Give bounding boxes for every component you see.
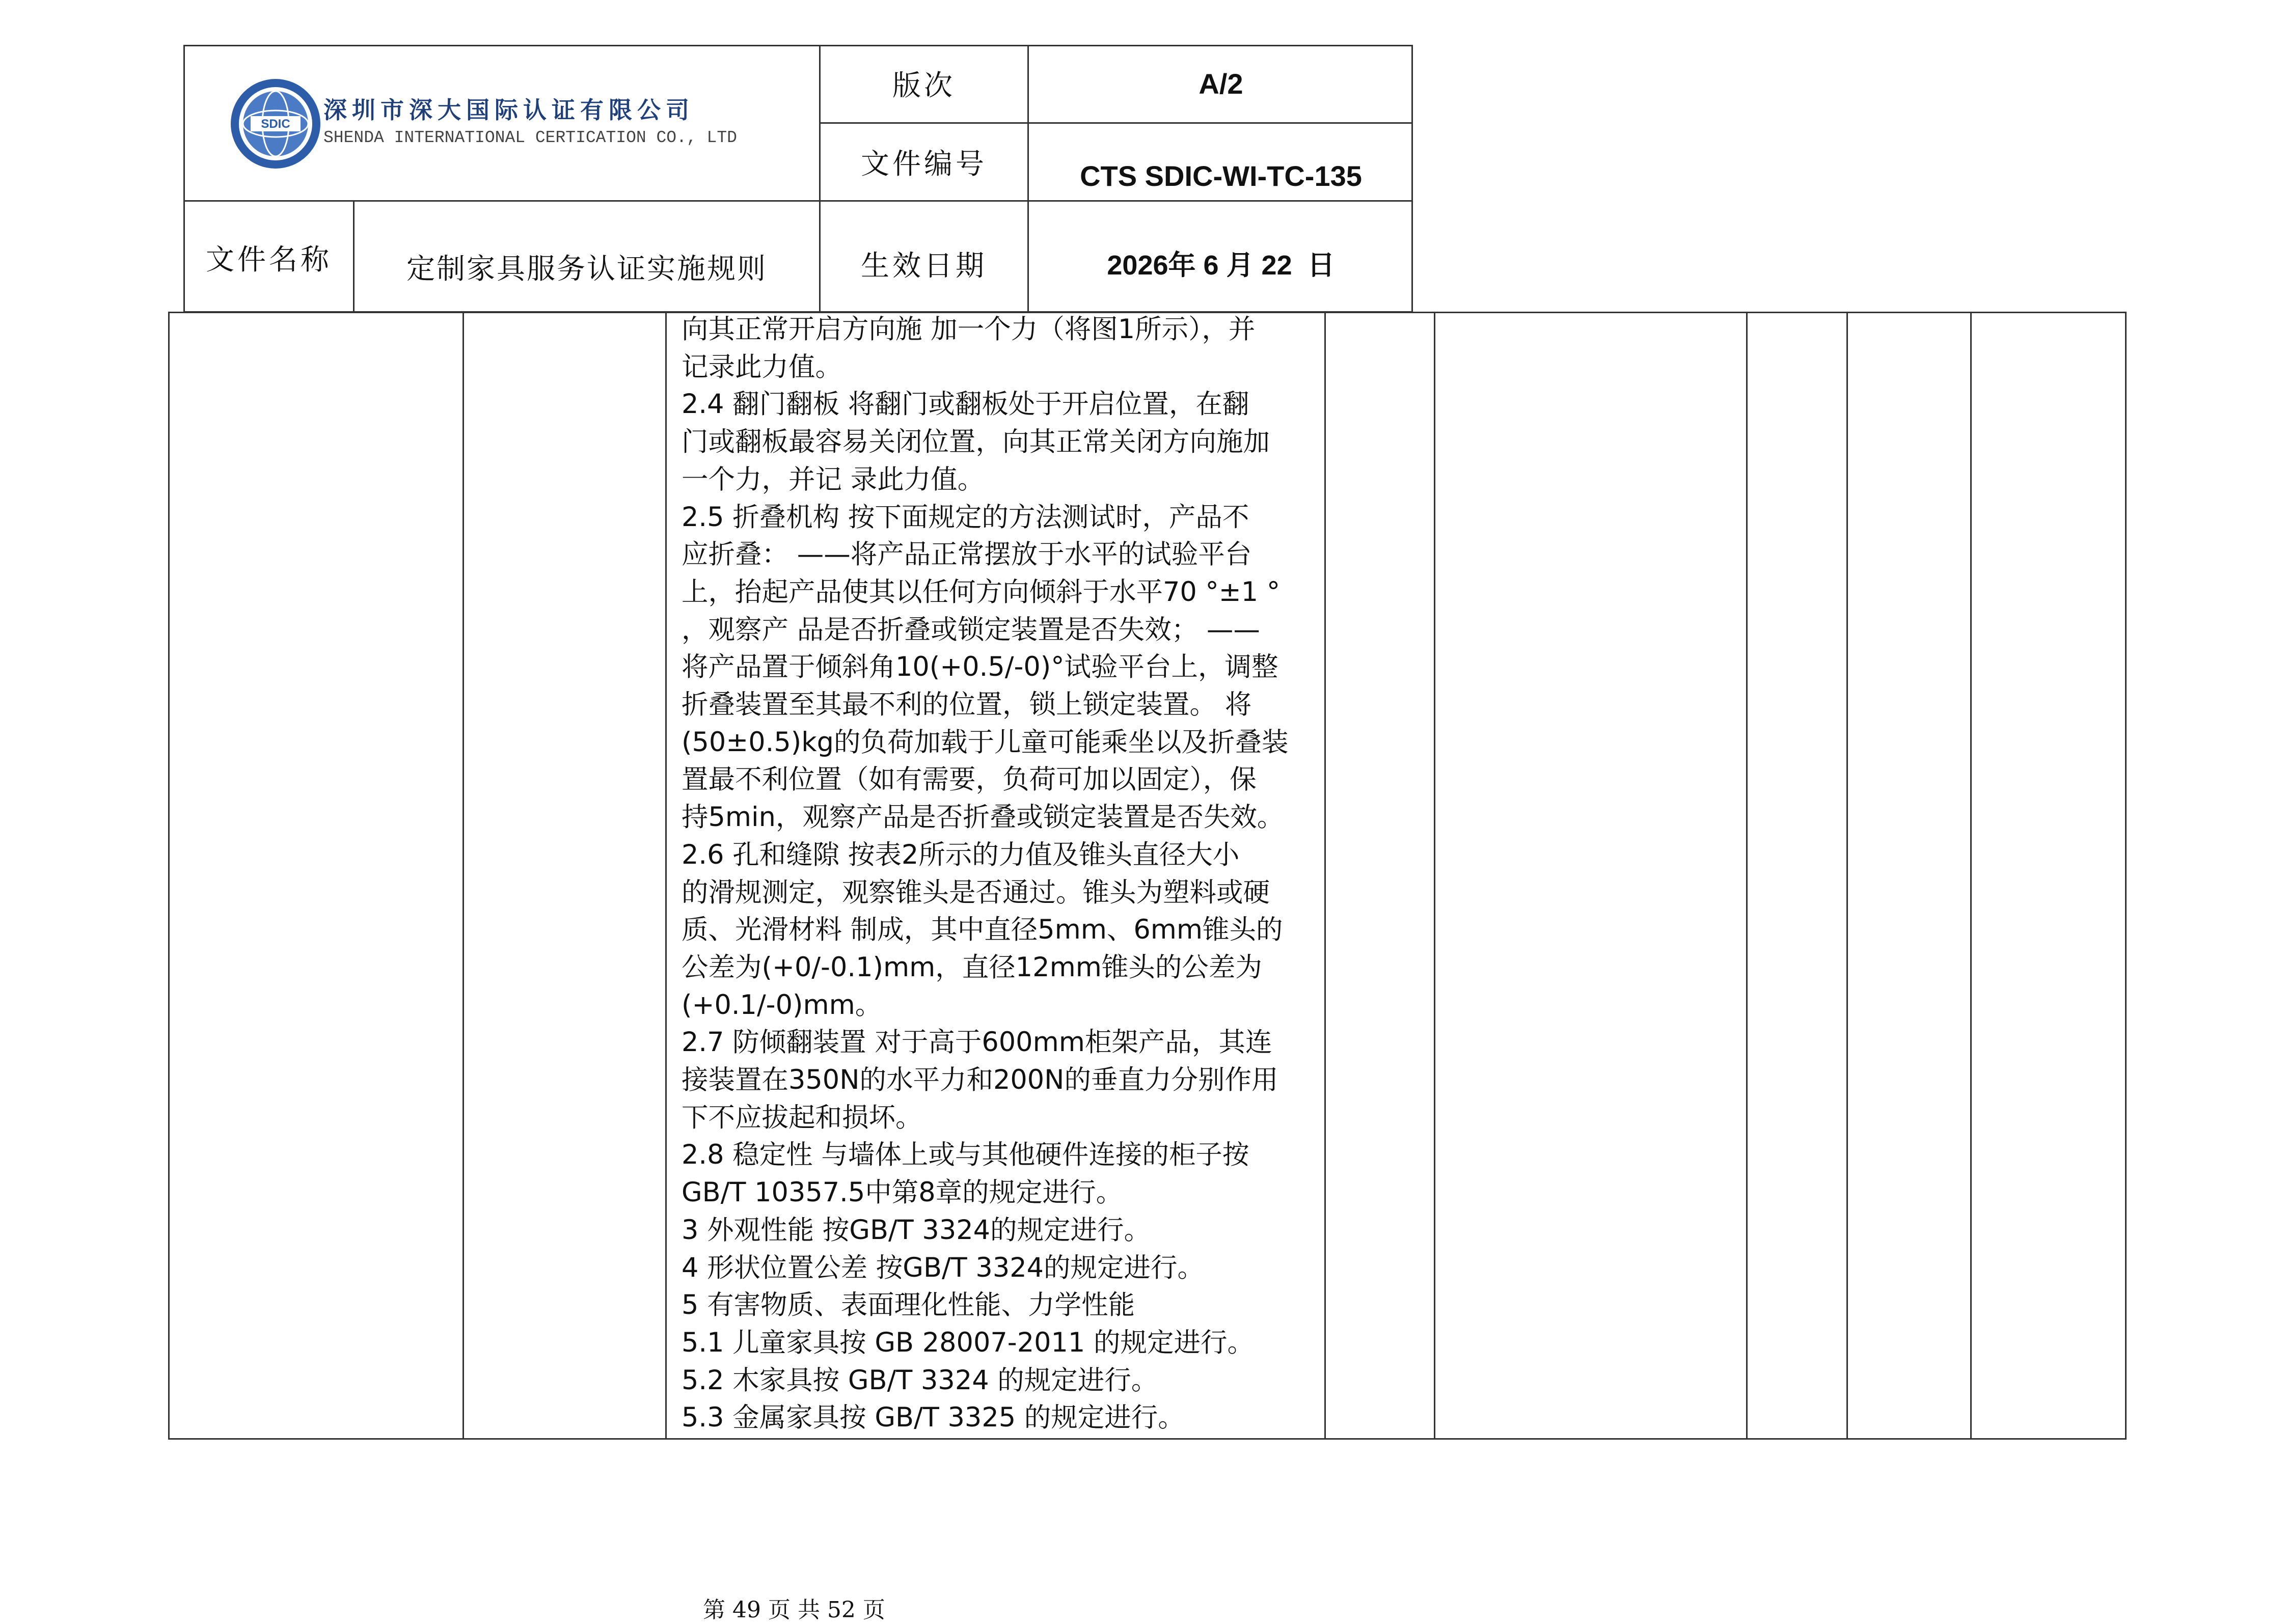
text-line: 5.1 儿童家具按 GB 28007-2011 的规定进行。 bbox=[682, 1327, 1255, 1358]
text-line: 下不应拔起和损坏。 bbox=[682, 1102, 922, 1133]
column-divider bbox=[1970, 312, 1972, 1440]
text-line: 2.4 翻门翻板 将翻门或翻板处于开启位置，在翻 bbox=[682, 389, 1249, 420]
text-line: GB/T 10357.5中第8章的规定进行。 bbox=[682, 1177, 1123, 1208]
effective-date-label: 生效日期 bbox=[861, 250, 987, 283]
text-line: 置最不利位置（如有需要，负荷可加以固定），保 bbox=[682, 764, 1257, 795]
text-line: 2.8 稳定性 与墙体上或与其他硬件连接的柜子按 bbox=[682, 1139, 1249, 1171]
text-line: 5.2 木家具按 GB/T 3324 的规定进行。 bbox=[682, 1364, 1158, 1396]
text-line: 向其正常开启方向施 加一个力（将图1所示），并 bbox=[682, 314, 1256, 345]
text-line: 上，抬起产品使其以任何方向倾斜于水平70 °±1 ° bbox=[682, 576, 1281, 608]
doc-number-value: CTS SDIC-WI-TC-135 bbox=[1080, 159, 1362, 192]
doc-number-label: 文件编号 bbox=[861, 148, 987, 181]
text-line: 3 外观性能 按GB/T 3324的规定进行。 bbox=[682, 1214, 1151, 1246]
text-line: 4 形状位置公差 按GB/T 3324的规定进行。 bbox=[682, 1252, 1205, 1283]
column-divider bbox=[1746, 312, 1748, 1440]
text-line: 5.3 金属家具按 GB/T 3325 的规定进行。 bbox=[682, 1402, 1185, 1434]
text-line: 质、光滑材料 制成，其中直径5mm、6mm锥头的 bbox=[682, 914, 1283, 946]
text-line: 2.5 折叠机构 按下面规定的方法测试时，产品不 bbox=[682, 501, 1249, 533]
text-line: 折叠装置至其最不利的位置，锁上锁定装置。 将 bbox=[682, 689, 1252, 721]
text-line: 公差为(+0/-0.1)mm，直径12mm锥头的公差为 bbox=[682, 951, 1262, 983]
text-line: 2.6 孔和缝隙 按表2所示的力值及锥头直径大小 bbox=[682, 839, 1240, 870]
text-line: 接装置在350N的水平力和200N的垂直力分别作用 bbox=[682, 1064, 1278, 1096]
text-line: 门或翻板最容易关闭位置，向其正常关闭方向施加 bbox=[682, 426, 1270, 458]
page-number: 第 49 页 共 52 页 bbox=[703, 1597, 885, 1623]
text-line: 应折叠： ——将产品正常摆放于水平的试验平台 bbox=[682, 539, 1252, 570]
column-divider bbox=[1324, 312, 1326, 1440]
doc-name-value: 定制家具服务认证实施规则 bbox=[406, 253, 767, 286]
text-line: 记录此力值。 bbox=[682, 351, 842, 382]
doc-name-label: 文件名称 bbox=[206, 243, 332, 277]
text-line: 持5min，观察产品是否折叠或锁定装置是否失效。 bbox=[682, 802, 1284, 833]
version-label: 版次 bbox=[892, 69, 956, 102]
column-divider bbox=[1846, 312, 1848, 1440]
column-divider bbox=[665, 312, 667, 1440]
text-line: 将产品置于倾斜角10(+0.5/-0)°试验平台上，调整 bbox=[682, 651, 1278, 683]
column-divider bbox=[1434, 312, 1435, 1440]
text-line: 的滑规测定，观察锥头是否通过。锥头为塑料或硬 bbox=[682, 876, 1270, 908]
version-value: A/2 bbox=[1199, 67, 1243, 100]
logo-text: SDIC bbox=[261, 117, 290, 131]
company-name-cn: 深圳市深大国际认证有限公司 bbox=[323, 96, 694, 124]
column-divider bbox=[462, 312, 464, 1440]
effective-date-value: 2026年 6 月 22 日 bbox=[1107, 250, 1335, 281]
text-line: 2.7 防倾翻装置 对于高于600mm柜架产品，其连 bbox=[682, 1027, 1272, 1058]
text-line: 一个力，并记 录此力值。 bbox=[682, 463, 985, 495]
text-line: (+0.1/-0)mm。 bbox=[682, 989, 882, 1021]
text-line: ，观察产 品是否折叠或锁定装置是否失效； —— bbox=[682, 614, 1260, 645]
company-logo bbox=[228, 76, 323, 171]
sdic-seal-icon bbox=[228, 76, 323, 171]
requirements-text bbox=[682, 311, 1308, 1437]
text-line: (50±0.5)kg的负荷加载于儿童可能乘坐以及折叠装 bbox=[682, 726, 1289, 758]
company-name-en: SHENDA INTERNATIONAL CERTICATION CO., LTD bbox=[323, 128, 737, 147]
text-line: 5 有害物质、表面理化性能、力学性能 bbox=[682, 1289, 1135, 1321]
